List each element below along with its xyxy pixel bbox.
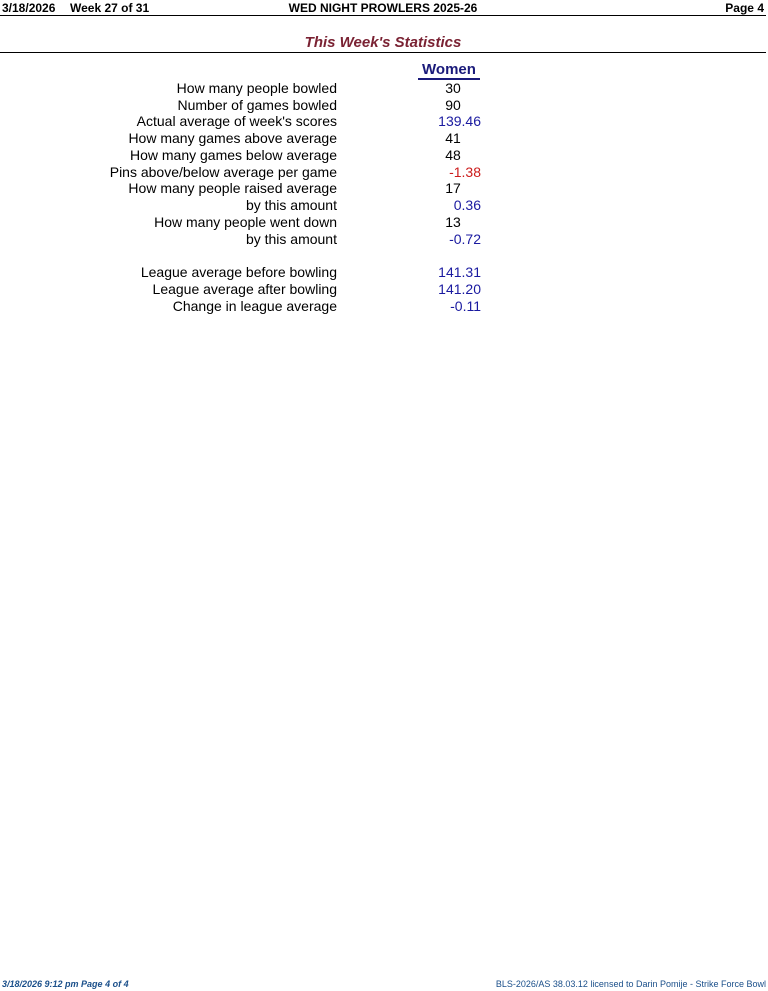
stat-label: Actual average of week's scores [136, 113, 337, 129]
report-header [0, 0, 766, 16]
league-stat-value: 141.20 [438, 281, 481, 297]
league-stat-row [0, 281, 768, 298]
stat-value: 17 [445, 180, 461, 196]
league-stat-row [0, 298, 768, 315]
stat-row [0, 231, 768, 248]
stat-value: 13 [445, 214, 461, 230]
stat-label: How many people raised average [128, 180, 337, 196]
league-stat-label: Change in league average [172, 298, 337, 314]
stat-row [0, 180, 768, 197]
stat-label: How many games above average [128, 130, 337, 146]
stat-label: How many games below average [130, 147, 337, 163]
stat-label: by this amount [245, 231, 337, 247]
stat-value: 48 [445, 147, 461, 163]
league-stat-value: -0.11 [450, 298, 481, 314]
footer-timestamp: 3/18/2026 9:12 pm Page 4 of 4 [2, 979, 129, 989]
stat-value: 41 [445, 130, 461, 146]
stat-row [0, 164, 768, 181]
league-stat-value: 141.31 [438, 264, 481, 280]
stat-row [0, 147, 768, 164]
stat-value: -0.72 [449, 231, 481, 247]
stat-label: by this amount [245, 197, 337, 213]
stat-value: -1.38 [449, 164, 481, 180]
stat-value: 90 [445, 97, 461, 113]
stat-row [0, 130, 768, 147]
league-stat-row [0, 264, 768, 281]
league-stat-label: League average after bowling [152, 281, 337, 297]
women-column-header: Women [418, 62, 480, 80]
stat-label: How many people went down [154, 214, 337, 230]
week-indicator: Week 27 of 31 [70, 1, 150, 15]
section-title: This Week's Statistics [0, 34, 766, 53]
stat-value: 0.36 [453, 197, 481, 213]
league-stat-label: League average before bowling [140, 264, 337, 280]
stat-label: How many people bowled [176, 80, 337, 96]
stat-row [0, 214, 768, 231]
stat-label: Pins above/below average per game [109, 164, 337, 180]
league-name: WED NIGHT PROWLERS 2025-26 [288, 1, 478, 15]
stat-row [0, 113, 768, 130]
stat-label: Number of games bowled [177, 97, 337, 113]
stat-value: 30 [445, 80, 461, 96]
page-number: Page 4 [725, 1, 764, 15]
stat-row [0, 80, 768, 97]
stat-row [0, 97, 768, 114]
report-date: 3/18/2026 [2, 1, 56, 15]
footer-license: BLS-2026/AS 38.03.12 licensed to Darin Pomije - Strike Force Bowl [495, 979, 766, 989]
stat-row [0, 197, 768, 214]
stat-value: 139.46 [438, 113, 481, 129]
